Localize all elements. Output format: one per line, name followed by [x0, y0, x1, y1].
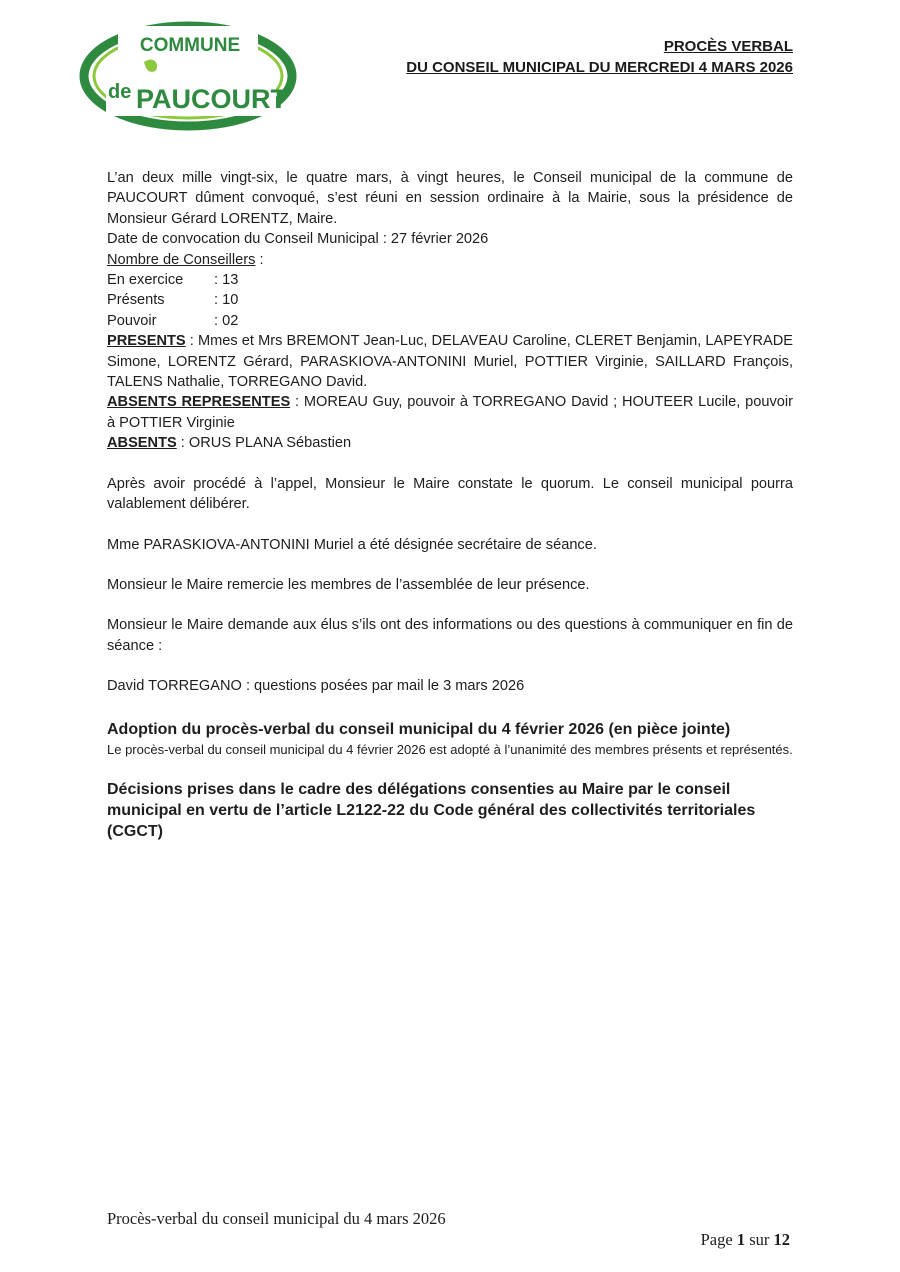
count-row	[107, 311, 793, 331]
document-body	[107, 168, 793, 842]
page-word: Page	[700, 1230, 737, 1249]
footer-document-label: Procès-verbal du conseil municipal du 4 mars 2026	[107, 1209, 446, 1228]
adoption-text: Le procès-verbal du conseil municipal du 4 février 2026 est adopté à l’unanimité des membres présents et représentés.	[107, 741, 793, 757]
questions-answer-paragraph: David TORREGANO : questions posées par mail le 3 mars 2026	[107, 678, 525, 695]
logo-de-text: de	[108, 81, 132, 103]
page-current: 1	[736, 1230, 746, 1249]
page-number	[701, 1230, 790, 1250]
represented-label: ABSENTS REPRESENTES	[107, 394, 291, 411]
count-value: : 13	[214, 272, 239, 289]
logo-commune-text: COMMUNE	[139, 35, 241, 56]
intro-paragraph: L’an deux mille vingt-six, le quatre mars, à vingt heures, le Conseil municipal de la commune de PAUCOURT dûment convoqué, s’est réuni en session ordinaire à la Mairie, sous la présidence de Monsieur Gérard LORENTZ, Maire.	[107, 170, 793, 227]
count-row	[107, 290, 793, 310]
page-separator: sur	[745, 1230, 774, 1249]
count-value: : 02	[214, 312, 239, 329]
councillors-heading	[107, 250, 793, 270]
represented-text: : MOREAU Guy, pouvoir à TORREGANO David ; HOUTEER Lucile, pouvoir à POTTIER Virginie	[107, 394, 793, 431]
convocation-date: Date de convocation du Conseil Municipal : 27 février 2026	[107, 231, 489, 248]
commune-logo	[78, 20, 298, 132]
questions-request-paragraph: Monsieur le Maire demande aux élus s’ils ont des informations ou des questions à communiquer en fin de séance :	[107, 617, 793, 654]
councillors-heading-colon: :	[255, 251, 264, 268]
count-row	[107, 270, 793, 290]
secretary-paragraph: Mme PARASKIOVA-ANTONINI Muriel a été désignée secrétaire de séance.	[107, 536, 597, 553]
absents-paragraph	[107, 433, 793, 453]
title-line-1: PROCÈS VERBAL	[663, 38, 793, 55]
logo-name-text: PAUCOURT	[136, 84, 287, 114]
thanks-paragraph: Monsieur le Maire remercie les membres de l’assemblée de leur présence.	[107, 576, 590, 593]
count-label: Présents	[107, 292, 165, 309]
represented-paragraph	[107, 392, 793, 433]
count-label: En exercice	[107, 272, 184, 289]
decisions-heading: Décisions prises dans le cadre des délégations consenties au Maire par le conseil municipal en vertu de l’article L2122-22 du Code général des collectivités territoriales (CGCT)	[107, 780, 756, 840]
presents-paragraph	[107, 331, 793, 392]
councillors-heading-label: Nombre de Conseillers	[107, 251, 256, 268]
count-label: Pouvoir	[107, 312, 157, 329]
adoption-heading: Adoption du procès-verbal du conseil municipal du 4 février 2026 (en pièce jointe)	[107, 720, 731, 738]
document-title	[406, 36, 793, 78]
absents-text: : ORUS PLANA Sébastien	[176, 435, 352, 452]
absents-label: ABSENTS	[107, 435, 177, 452]
title-line-2: DU CONSEIL MUNICIPAL DU MERCREDI 4 MARS 2026	[406, 59, 793, 76]
page-total: 12	[773, 1230, 790, 1249]
presents-label: PRESENTS	[107, 333, 186, 350]
quorum-paragraph: Après avoir procédé à l’appel, Monsieur le Maire constate le quorum. Le conseil municipal pourra valablement délibérer.	[107, 475, 793, 513]
presents-text: : Mmes et Mrs BREMONT Jean-Luc, DELAVEAU Caroline, CLERET Benjamin, LAPEYRADE Simone, LORENTZ Gérard, PARASKIOVA-ANTONINI Muriel, POTTIER Virginie, SAILLARD François, TALENS Nathalie, TORREGANO David.	[107, 333, 793, 391]
count-value: : 10	[214, 292, 239, 309]
